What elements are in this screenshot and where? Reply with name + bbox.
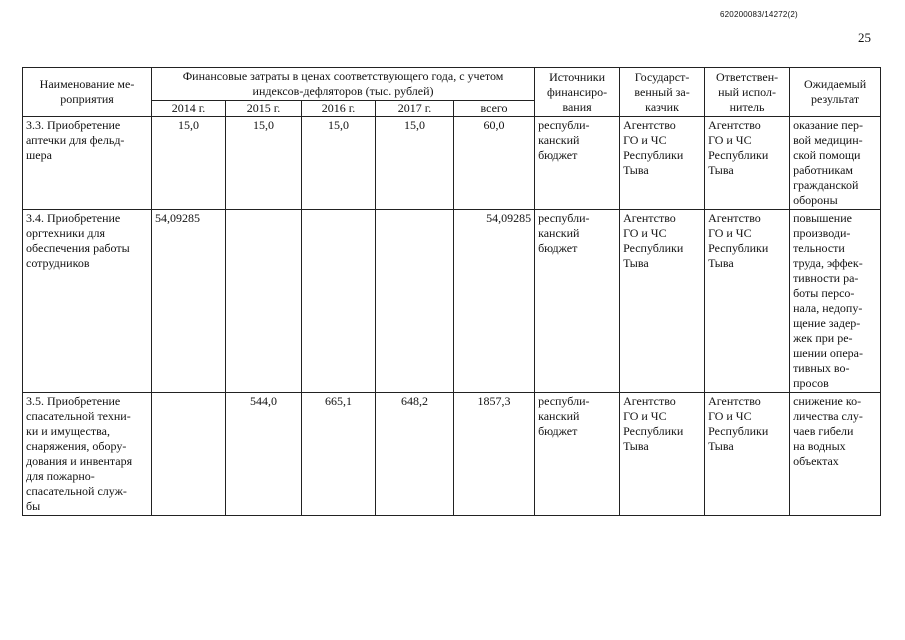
cost-total: 60,0 xyxy=(454,117,535,210)
cost-total: 1857,3 xyxy=(454,393,535,516)
table-row xyxy=(23,117,881,210)
activity-name: 3.4. Приобретение оргтехники для обеспечения работы сотрудников xyxy=(23,210,152,393)
header-year-2015: 2015 г. xyxy=(226,101,302,117)
cost-2017: 648,2 xyxy=(376,393,454,516)
activity-name: 3.5. Приобретение спасательной техни- ки и имущества, снаряжения, обору- дования и инвентаря для пожарно- спасательной служ- бы xyxy=(23,393,152,516)
expected-result: повышение производи- тельности труда, эффек- тивности ра- боты персо- нала, недопу- щение задер- жек при ре- шении опера- тивных во- просов xyxy=(790,210,881,393)
state-customer: Агентство ГО и ЧС Республики Тыва xyxy=(620,117,705,210)
header-total: всего xyxy=(454,101,535,117)
table-row xyxy=(23,210,881,393)
cost-2014 xyxy=(152,393,226,516)
funding-source: республи- канский бюджет xyxy=(535,210,620,393)
header-name: Наименование ме- роприятия xyxy=(23,68,152,117)
cost-2015 xyxy=(226,210,302,393)
header-row xyxy=(23,68,881,101)
cost-2017: 15,0 xyxy=(376,117,454,210)
document-id: 620200083/14272(2) xyxy=(720,10,798,19)
page-number: 25 xyxy=(858,30,871,45)
responsible-executor: Агентство ГО и ЧС Республики Тыва xyxy=(705,393,790,516)
header-costs: Финансовые затраты в ценах соответствующего года, с учетом индексов-дефляторов (тыс. рублей) xyxy=(152,68,535,101)
header-customer: Государст- венный за- казчик xyxy=(620,68,705,117)
header-year-2014: 2014 г. xyxy=(152,101,226,117)
state-customer: Агентство ГО и ЧС Республики Тыва xyxy=(620,393,705,516)
state-customer: Агентство ГО и ЧС Республики Тыва xyxy=(620,210,705,393)
header-sources: Источники финансиро- вания xyxy=(535,68,620,117)
header-year-2017: 2017 г. xyxy=(376,101,454,117)
header-executor: Ответствен- ный испол- нитель xyxy=(705,68,790,117)
cost-2015: 544,0 xyxy=(226,393,302,516)
header-year-2016: 2016 г. xyxy=(302,101,376,117)
expected-result: оказание пер- вой медицин- ской помощи работникам гражданской обороны xyxy=(790,117,881,210)
cost-2015: 15,0 xyxy=(226,117,302,210)
activity-name: 3.3. Приобретение аптечки для фельд- шера xyxy=(23,117,152,210)
cost-2016: 15,0 xyxy=(302,117,376,210)
cost-2014: 15,0 xyxy=(152,117,226,210)
funding-source: республи- канский бюджет xyxy=(535,393,620,516)
expected-result: снижение ко- личества слу- чаев гибели на водных объектах xyxy=(790,393,881,516)
cost-2017 xyxy=(376,210,454,393)
cost-2016: 665,1 xyxy=(302,393,376,516)
header-result: Ожидаемый результат xyxy=(790,68,881,117)
cost-2014: 54,09285 xyxy=(152,210,226,393)
responsible-executor: Агентство ГО и ЧС Республики Тыва xyxy=(705,210,790,393)
program-activities-table xyxy=(22,67,881,516)
cost-total: 54,09285 xyxy=(454,210,535,393)
cost-2016 xyxy=(302,210,376,393)
table-row xyxy=(23,393,881,516)
funding-source: республи- канский бюджет xyxy=(535,117,620,210)
responsible-executor: Агентство ГО и ЧС Республики Тыва xyxy=(705,117,790,210)
